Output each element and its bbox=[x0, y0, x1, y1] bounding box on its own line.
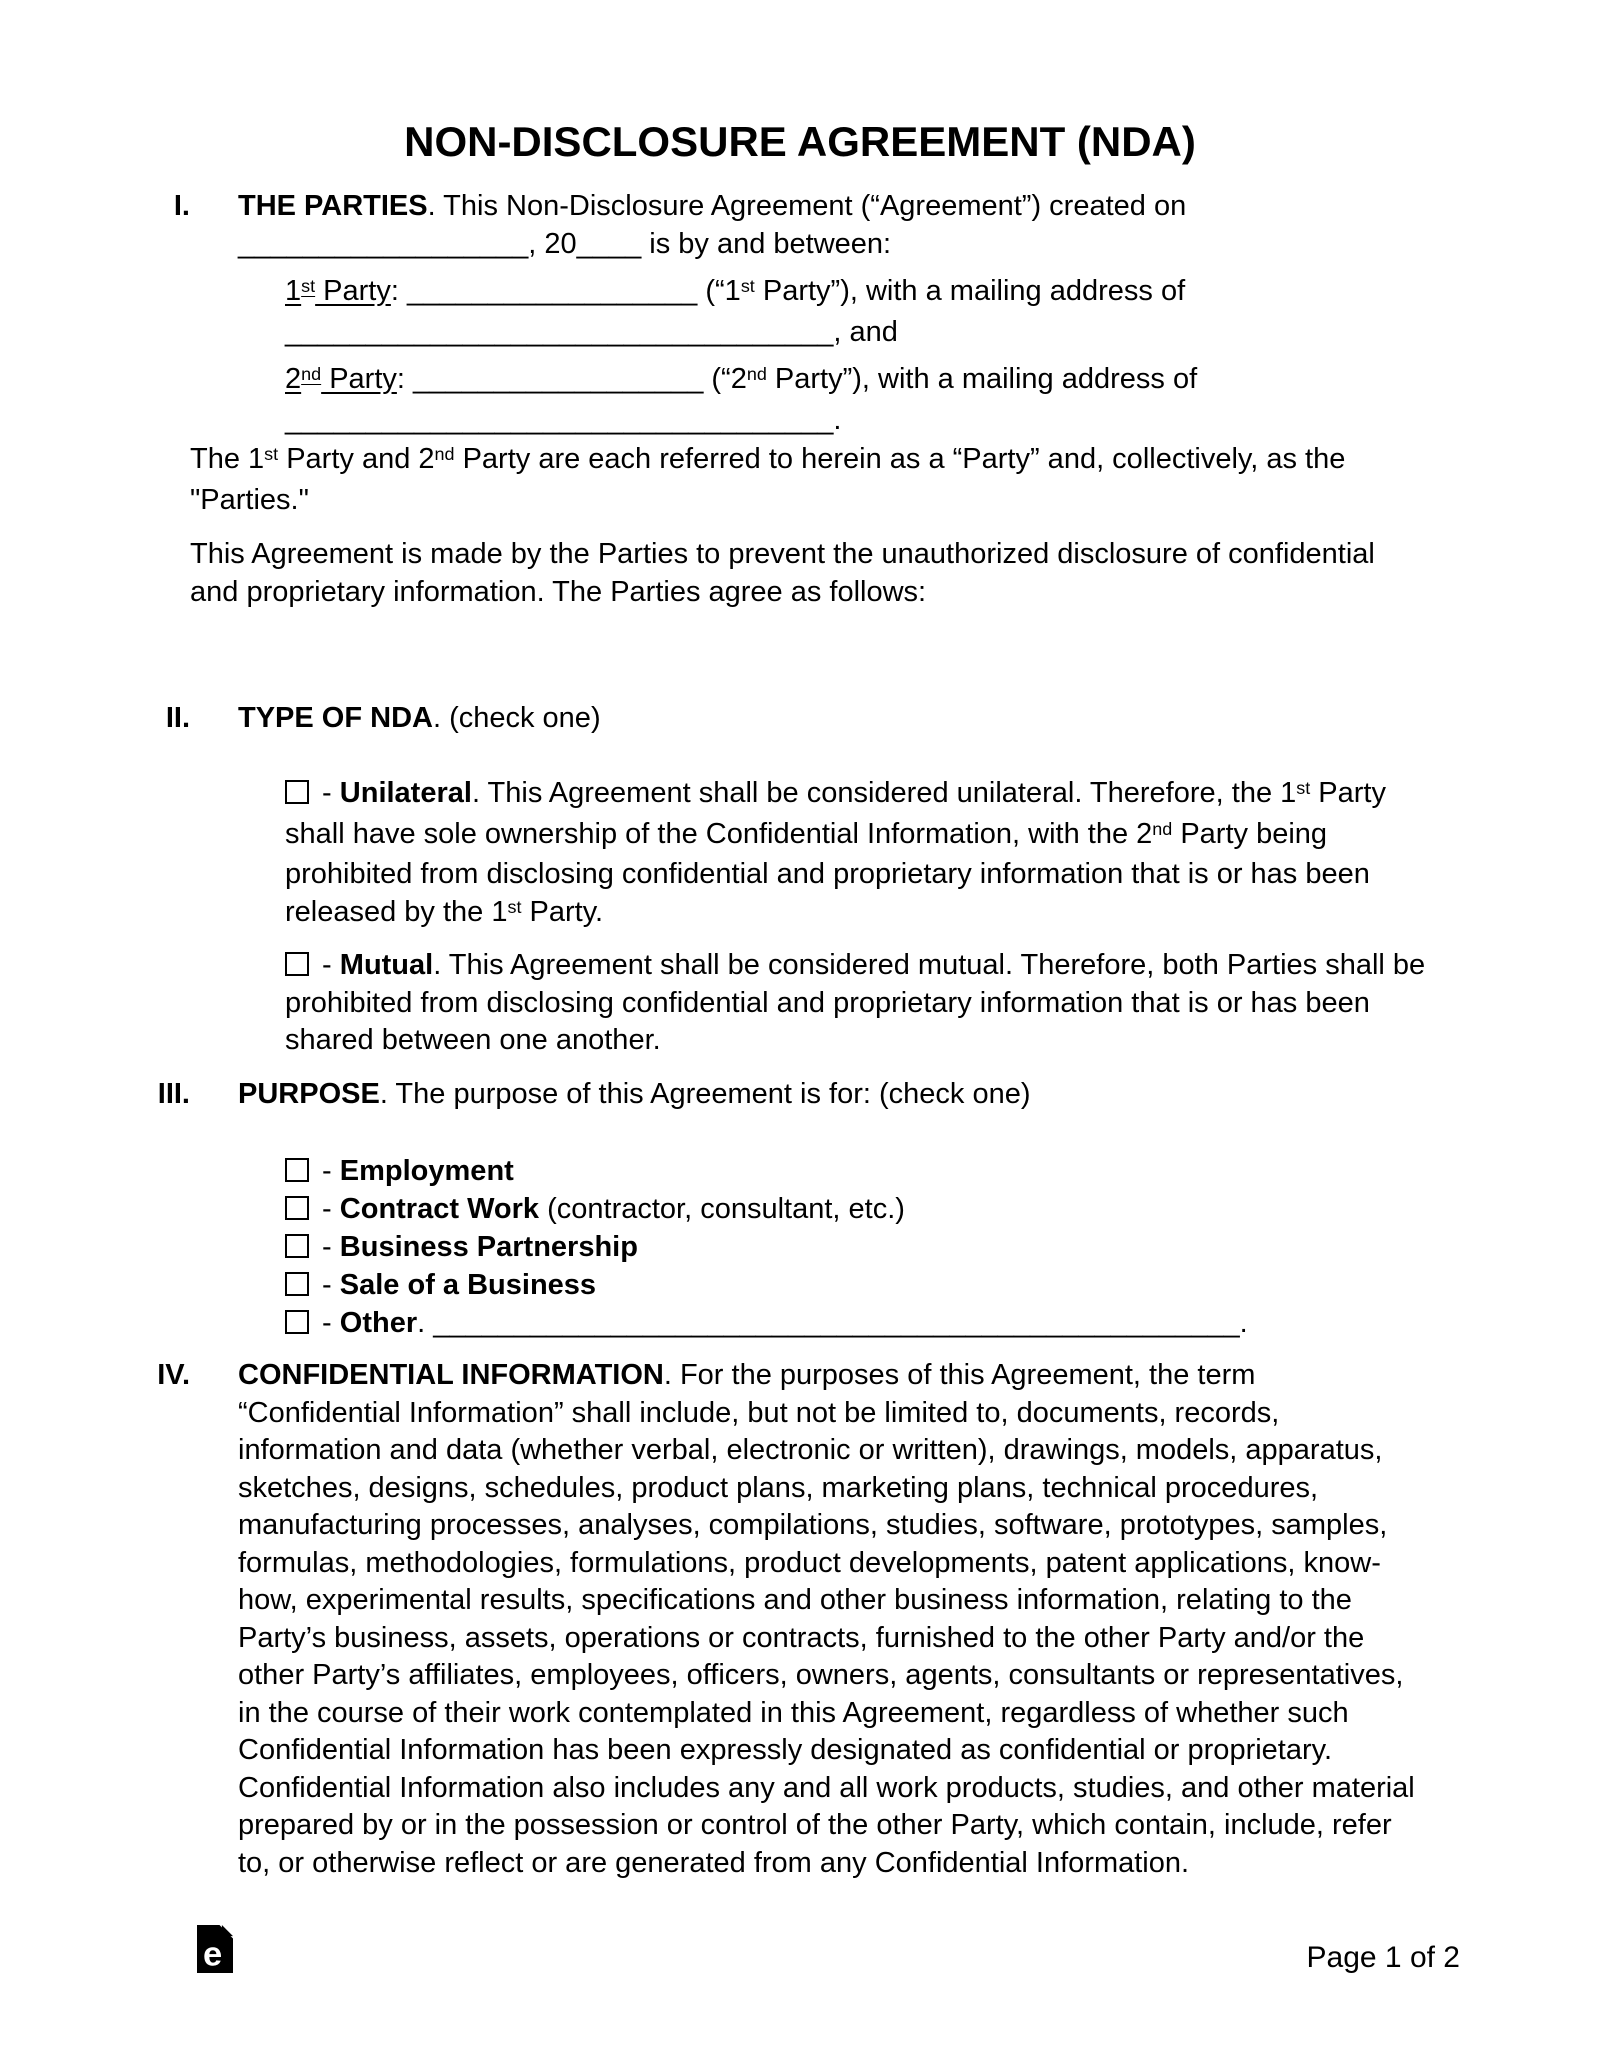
parties-note-paragraph: The 1st Party and 2nd Party are each referred to herein as a “Party” and, collectively, as the "Parties." bbox=[190, 443, 1346, 516]
checkbox-icon[interactable] bbox=[285, 1272, 309, 1296]
section-number-4: IV. bbox=[157, 1359, 190, 1391]
section-purpose-text: PURPOSE. The purpose of this Agreement is for: (check one) bbox=[238, 1078, 1031, 1110]
document-page-glyph bbox=[197, 1925, 233, 1973]
purpose-options-list: - Employment - Contract Work (contractor, consultant, etc.) - Business Partnership - Sale of a Business - Other. __________________________________________________. bbox=[285, 1152, 1248, 1342]
section-the-parties-text: THE PARTIES. This Non-Disclosure Agreement (“Agreement”) created on __________________, 20____ is by and between: bbox=[238, 190, 1187, 260]
checkbox-icon[interactable] bbox=[285, 952, 309, 976]
section-confidential-information bbox=[152, 1357, 1415, 1882]
eforms-logo-icon bbox=[197, 1925, 233, 1973]
party-1-block: 1st Party: __________________ (“1st Party”), with a mailing address of __________________________________, and bbox=[285, 275, 1186, 348]
checkbox-icon[interactable] bbox=[285, 1310, 309, 1334]
section-number-2: II. bbox=[165, 702, 190, 734]
checkbox-icon[interactable] bbox=[285, 780, 309, 804]
checkbox-icon[interactable] bbox=[285, 1234, 309, 1258]
section-type-of-nda-text: TYPE OF NDA. (check one) bbox=[238, 702, 601, 734]
section-the-parties bbox=[152, 188, 1186, 263]
party-2-block: 2nd Party: __________________ (“2nd Party”), with a mailing address of __________________________________. bbox=[285, 363, 1198, 436]
mutual-option-block: - Mutual. This Agreement shall be considered mutual. Therefore, both Parties shall be prohibited from disclosing confidential and proprietary information that is or has been shared between one another. bbox=[285, 949, 1426, 1056]
unilateral-option-block: - Unilateral. This Agreement shall be considered unilateral. Therefore, the 1st Party shall have sole ownership of the Confidential Information, with the 2nd Party being prohibited from disclosing confidential and proprietary information that is or has been released by the 1st Party. bbox=[285, 777, 1386, 928]
svg-text:e: e bbox=[203, 1935, 223, 1973]
document-title: NON-DISCLOSURE AGREEMENT (NDA) bbox=[404, 118, 1196, 165]
section-number-1: I. bbox=[173, 190, 190, 222]
agreement-intro-paragraph: This Agreement is made by the Parties to prevent the unauthorized disclosure of confidential and proprietary information. The Parties agree as follows: bbox=[190, 538, 1375, 608]
section-purpose bbox=[152, 1076, 1031, 1114]
checkbox-icon[interactable] bbox=[285, 1196, 309, 1220]
checkbox-icon[interactable] bbox=[285, 1158, 309, 1182]
section-number-3: III. bbox=[157, 1078, 190, 1110]
section-confidential-information-text: CONFIDENTIAL INFORMATION. For the purposes of this Agreement, the term “Confidential Information” shall include, but not be limited to, documents, records, information and data (whether verbal, electronic or written), drawings, models, apparatus, sketches, designs, schedules, product plans, marketing plans, technical procedures, manufacturing processes, analyses, compilations, studies, software, prototypes, samples, formulas, methodologies, formulations, product developments, patent applications, know- how, experimental results, specifications and other business information, relating to the Party’s business, assets, operations or contracts, furnished to the other Party and/or the other Party’s affiliates, employees, officers, owners, agents, consultants or representatives, in the course of their work contemplated in this Agreement, regardless of whether such Confidential Information has been expressly designated as confidential or proprietary. Confidential Information also includes any and all work products, studies, and other material prepared by or in the possession or control of the other Party, which contain, include, refer to, or otherwise reflect or are generated from any Confidential Information. bbox=[238, 1359, 1415, 1879]
section-type-of-nda bbox=[152, 700, 601, 738]
page-number-label: Page 1 of 2 bbox=[1306, 1941, 1460, 1974]
